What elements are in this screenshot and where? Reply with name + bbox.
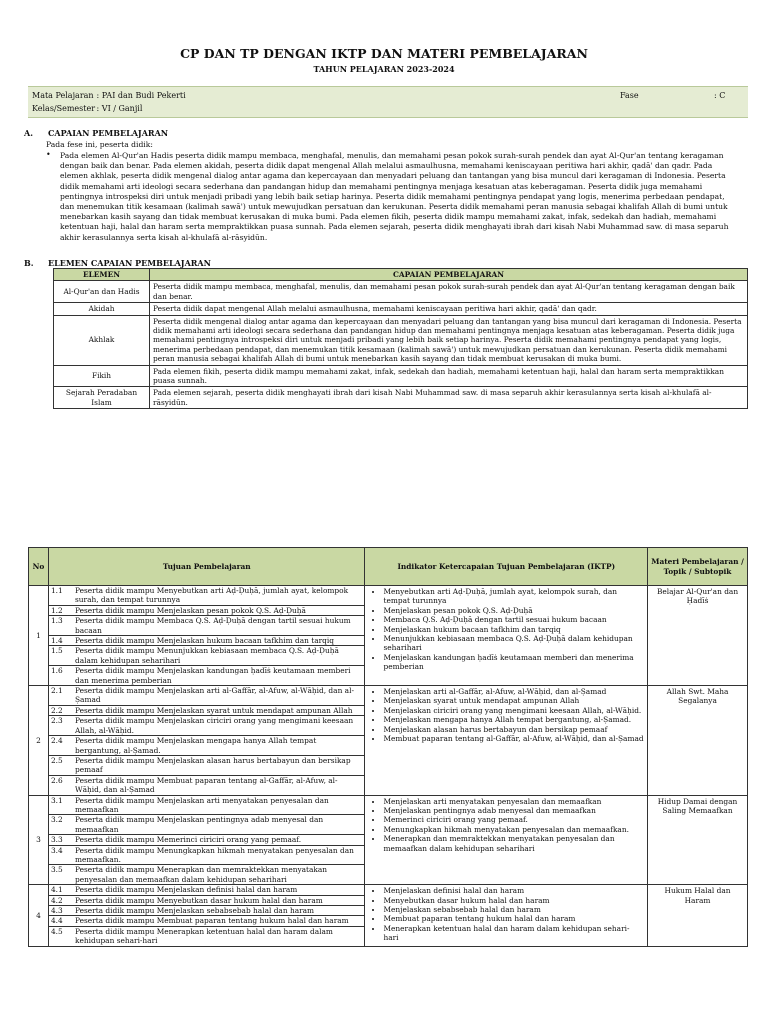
iktp-item: • Menjelaskan ciriciri orang yang mengimani keesaan Allah, al-Wāḥid. bbox=[383, 706, 644, 715]
tujuan-item bbox=[49, 706, 365, 716]
iktp-item: • Menjelaskan definisi halal dan haram bbox=[383, 886, 644, 895]
table-row bbox=[54, 387, 748, 409]
col-elemen: ELEMEN bbox=[54, 269, 150, 281]
iktp-list bbox=[368, 886, 644, 942]
table-row bbox=[54, 315, 748, 365]
iktp-item: • Membuat paparan tentang hukum halal dan haram bbox=[383, 914, 644, 923]
iktp-item: • Membuat paparan tentang al-Gaffār, al-Afuw, al-Wāḥid, dan al-Ṣamad bbox=[383, 734, 644, 743]
kelas-label: Kelas/Semester bbox=[32, 104, 96, 113]
iktp-item: • Menjelaskan syarat untuk mendapat ampunan Allah bbox=[383, 696, 644, 705]
tujuan-text: Peserta didik mampu Menjelaskan definisi halal dan haram bbox=[74, 885, 298, 895]
tujuan-number: 2.4 bbox=[50, 736, 63, 746]
tujuan-item bbox=[49, 666, 365, 685]
iktp-item: • Menyebutkan dasar hukum halal dan haram bbox=[383, 896, 644, 905]
materi-cell: Hidup Damai dengan Saling Memaafkan bbox=[648, 795, 748, 885]
kelas-value: : VI / Ganjil bbox=[96, 104, 143, 113]
iktp-item: • Menjelaskan hukum bacaan tafkhim dan tarqiq bbox=[383, 625, 644, 634]
tujuan-number: 1.4 bbox=[50, 636, 63, 646]
col-capaian: CAPAIAN PEMBELAJARAN bbox=[150, 269, 748, 281]
tujuan-number: 1.6 bbox=[50, 666, 63, 676]
col-materi: Materi Pembelajaran / Topik / Subtopik bbox=[648, 548, 748, 586]
mapel-label: Mata Pelajaran bbox=[32, 91, 94, 100]
document-title: CP DAN TP DENGAN IKTP DAN MATERI PEMBELAJARAN bbox=[180, 46, 588, 61]
tujuan-text: Peserta didik mampu Menyebutkan arti Aḍ-Ḍuḥā, jumlah ayat, kelompok surah, dan tempat turunnya bbox=[74, 586, 349, 605]
tujuan-text: Peserta didik mampu Menjelaskan syarat untuk mendapat ampunan Allah bbox=[74, 705, 353, 715]
tujuan-item bbox=[49, 896, 365, 906]
fase-value: : C bbox=[714, 91, 726, 100]
no-cell: 1 bbox=[29, 586, 49, 686]
iktp-item: • Menjelaskan mengapa hanya Allah tempat bergantung, al-Ṣamad. bbox=[383, 715, 644, 724]
iktp-item: • Menerapkan ketentuan halal dan haram dalam kehidupan sehari-hari bbox=[383, 924, 644, 943]
iktp-item: • Menjelaskan arti menyatakan penyesalan dan memaafkan bbox=[383, 797, 644, 806]
iktp-item: • Memerinci ciriciri orang yang pemaaf. bbox=[383, 815, 644, 824]
mapel-row bbox=[32, 91, 186, 100]
tujuan-text: Peserta didik mampu Menjelaskan kandungan ḥadīṡ keutamaan memberi dan menerima pemberian bbox=[74, 666, 351, 685]
tujuan-number: 4.1 bbox=[50, 885, 63, 895]
iktp-item: • Menunjukkan kebiasaan membaca Q.S. Aḍ-Ḍuḥā dalam kehidupan seharihari bbox=[383, 634, 644, 653]
tujuan-cell bbox=[48, 885, 365, 946]
tujuan-item bbox=[49, 586, 365, 606]
elemen-cell: Akidah bbox=[54, 303, 150, 315]
tujuan-item bbox=[49, 815, 365, 835]
no-cell: 4 bbox=[29, 885, 49, 946]
elemen-cell: Al-Qur'an dan Hadis bbox=[54, 281, 150, 303]
tujuan-text: Peserta didik mampu Menerapkan dan memraktekkan menyatakan penyesalan dan memaafkan dalam kehidupan seharihari bbox=[74, 865, 328, 884]
table-row bbox=[54, 303, 748, 315]
tujuan-text: Peserta didik mampu Menjelaskan arti menyatakan penyesalan dan memaafkan bbox=[74, 795, 329, 814]
tujuan-number: 4.4 bbox=[50, 916, 63, 926]
tujuan-text: Peserta didik mampu Menjelaskan arti al-Gaffār, al-Afuw, al-Wāḥid, dan al-Ṣamad bbox=[74, 686, 354, 705]
tujuan-number: 3.3 bbox=[50, 835, 63, 845]
tujuan-number: 1.2 bbox=[50, 605, 63, 615]
capaian-cell: Pada elemen sejarah, peserta didik menghayati ibrah dari kisah Nabi Muhammad saw. di masa separuh akhir kerasulannya serta kisah al-khulafā al-rāsyidūn. bbox=[150, 387, 748, 409]
tujuan-cell bbox=[48, 795, 365, 885]
bullet-icon: • bbox=[46, 150, 51, 159]
iktp-cell bbox=[365, 586, 648, 686]
iktp-cell bbox=[365, 885, 648, 946]
iktp-item: • Menjelaskan alasan harus bertabayun dan bersikap pemaaf bbox=[383, 725, 644, 734]
tujuan-text: Peserta didik mampu Membuat paparan tentang al-Gaffār, al-Afuw, al-Wāḥid, dan al-Ṣamad bbox=[74, 775, 338, 795]
capaian-cell: Peserta didik dapat mengenal Allah melalui asmaulhusna, memahami keniscayaan peritiwa hari akhir, qadā' dan qadr. bbox=[150, 303, 748, 315]
tujuan-item bbox=[49, 736, 365, 756]
tujuan-item bbox=[49, 865, 365, 884]
tujuan-item bbox=[49, 776, 365, 795]
table-row bbox=[29, 686, 748, 795]
iktp-item: • Menjelaskan arti al-Gaffār, al-Afuw, al-Wāḥid, dan al-Ṣamad bbox=[383, 687, 644, 696]
tujuan-text: Peserta didik mampu Menjelaskan alasan harus bertabayun dan bersikap pemaaf bbox=[74, 755, 351, 775]
col-tujuan: Tujuan Pembelajaran bbox=[48, 548, 365, 586]
tujuan-item bbox=[49, 616, 365, 636]
tujuan-text: Peserta didik mampu Membuat paparan tentang hukum halal dan haram bbox=[74, 916, 349, 926]
iktp-list bbox=[368, 797, 644, 853]
tujuan-number: 1.5 bbox=[50, 646, 63, 656]
tujuan-item bbox=[49, 686, 365, 706]
tujuan-number: 4.2 bbox=[50, 895, 63, 905]
elemen-cell: Fikih bbox=[54, 365, 150, 387]
section-b-title: ELEMEN CAPAIAN PEMBELAJARAN bbox=[48, 258, 211, 268]
table-row bbox=[29, 586, 748, 686]
table-row bbox=[29, 795, 748, 885]
section-b-number: B. bbox=[24, 258, 34, 268]
section-a-paragraph: Pada elemen Al-Qur'an Hadis peserta didik mampu membaca, menghafal, menulis, dan memahami pesan pokok surah-surah pendek dan ayat Al-Qur'an tentang keragaman dengan baik dan benar. Pada elemen akidah, peserta didik dapat mengenal Allah melalui asmaulhusna, memahami keniscayaan peritiwa hari akhir, qadā' dan qadr. Pada elemen akhlak, peserta didik mengenal dialog antar agama dan kepercayaan dan menyadari peluang dan tantangan yang bisa muncul dari keragaman di Indonesia. Peserta didik memahami arti ideologi secara sederhana dan pandangan hidup dan memahami pentingnya menjaga kesatuan atas keberagaman. Peserta didik juga memahami pentingnya introspeksi diri untuk menjadi pribadi yang lebih baik setiap harinya. Peserta didik memahami pentingnya pendapat yang logis, menerima perbedaan pendapat, dan menemukan titik kesamaan (kalimah sawā') untuk mewujudkan persatuan dan kerukunan. Peserta didik memahami peran manusia sebagai khalifah Allah di bumi untuk menebarkan kasih sayang dan tidak membuat kerusakan di muka bumi. Pada elemen fikih, peserta didik mampu memahami zakat, infak, sedekah dan hadiah, memahami ketentuan haji, halal dan haram serta mempraktikkan puasa sunnah. Pada elemen sejarah, peserta didik menghayati ibrah dari kisah Nabi Muhammad saw. di masa separuh akhir kerasulannya serta kisah al-khulafā al-rāsyidūn. bbox=[60, 151, 729, 242]
tp-table-header bbox=[29, 548, 748, 586]
col-no: No bbox=[29, 548, 49, 586]
tujuan-number: 4.3 bbox=[50, 906, 63, 915]
materi-cell: Belajar Al-Qur'an dan Ḥadīṡ bbox=[648, 586, 748, 686]
tujuan-number: 1.3 bbox=[50, 616, 63, 626]
tujuan-item bbox=[49, 636, 365, 646]
iktp-list bbox=[368, 687, 644, 743]
table-row bbox=[54, 281, 748, 303]
tujuan-item bbox=[49, 927, 365, 946]
tujuan-text: Peserta didik mampu Menjelaskan pesan pokok Q.S. Aḍ-Ḍuḥā bbox=[74, 605, 306, 615]
tujuan-item bbox=[49, 796, 365, 816]
tujuan-text: Peserta didik mampu Menunjukkan kebiasaan membaca Q.S. Aḍ-Ḍuḥā dalam kehidupan seharihari bbox=[74, 646, 339, 665]
tujuan-number: 1.1 bbox=[50, 586, 63, 595]
tujuan-text: Peserta didik mampu Memerinci ciriciri orang yang pemaaf. bbox=[74, 835, 302, 845]
tujuan-text: Peserta didik mampu Menerapkan ketentuan halal dan haram dalam kehidupan sehari-hari bbox=[74, 926, 333, 946]
capaian-cell: Pada elemen fikih, peserta didik mampu memahami zakat, infak, sedekah dan hadiah, memahami ketentuan haji, halal dan haram serta mempraktikkan puasa sunnah. bbox=[150, 365, 748, 387]
tp-table bbox=[28, 547, 748, 947]
iktp-item: • Menungkapkan hikmah menyatakan penyesalan dan memaafkan. bbox=[383, 825, 644, 834]
tujuan-cell bbox=[48, 586, 365, 686]
tujuan-item bbox=[49, 756, 365, 776]
table-row bbox=[54, 365, 748, 387]
document-subtitle: TAHUN PELAJARAN 2023-2024 bbox=[313, 64, 455, 74]
tujuan-item bbox=[49, 716, 365, 736]
tujuan-number: 2.2 bbox=[50, 705, 63, 715]
elemen-cell: Sejarah Peradaban Islam bbox=[54, 387, 150, 409]
tujuan-text: Peserta didik mampu Menungkapkan hikmah menyatakan penyesalan dan memaafkan. bbox=[74, 845, 354, 864]
tujuan-number: 3.1 bbox=[50, 795, 63, 805]
tujuan-number: 2.1 bbox=[50, 686, 63, 696]
section-a-title: CAPAIAN PEMBELAJARAN bbox=[48, 128, 169, 138]
tujuan-number: 2.3 bbox=[50, 716, 63, 726]
tujuan-text: Peserta didik mampu Menjelaskan pentingnya adab menyesal dan memaafkan bbox=[74, 815, 324, 834]
section-a-intro: Pada fese ini, peserta didik: bbox=[46, 140, 153, 149]
tujuan-item bbox=[49, 885, 365, 895]
iktp-item: • Menjelaskan pesan pokok Q.S. Aḍ-Ḍuḥā bbox=[383, 606, 644, 615]
iktp-cell bbox=[365, 795, 648, 885]
iktp-item: • Menyebutkan arti Aḍ-Ḍuḥā, jumlah ayat, kelompok surah, dan tempat turunnya bbox=[383, 587, 644, 606]
tujuan-item bbox=[49, 846, 365, 866]
elemen-table-header bbox=[54, 269, 748, 281]
mapel-value: : PAI dan Budi Pekerti bbox=[96, 91, 186, 100]
elemen-cell: Akhlak bbox=[54, 315, 150, 365]
iktp-item: • Membaca Q.S. Aḍ-Ḍuḥā dengan tartil sesuai hukum bacaan bbox=[383, 615, 644, 624]
tujuan-number: 2.6 bbox=[50, 775, 63, 785]
iktp-item: • Menjelaskan sebabsebab halal dan haram bbox=[383, 905, 644, 914]
no-cell: 3 bbox=[29, 795, 49, 885]
tujuan-item bbox=[49, 646, 365, 666]
tujuan-text: Peserta didik mampu Menyebutkan dasar hukum halal dan haram bbox=[74, 895, 323, 905]
tujuan-text: Peserta didik mampu Menjelaskan ciriciri orang yang mengimani keesaan Allah, al-Wāḥid. bbox=[74, 716, 354, 735]
no-cell: 2 bbox=[29, 686, 49, 795]
tujuan-text: Peserta didik mampu Menjelaskan mengapa hanya Allah tempat bergantung, al-Ṣamad. bbox=[74, 736, 317, 755]
iktp-cell bbox=[365, 686, 648, 795]
tujuan-number: 4.5 bbox=[50, 926, 63, 936]
tujuan-text: Peserta didik mampu Menjelaskan hukum bacaan tafkhim dan tarqiq bbox=[74, 636, 334, 646]
materi-cell: Allah Swt. Maha Segalanya bbox=[648, 686, 748, 795]
tujuan-item bbox=[49, 916, 365, 926]
materi-cell: Hukum Halal dan Haram bbox=[648, 885, 748, 946]
tujuan-number: 3.4 bbox=[50, 845, 63, 855]
iktp-item: • Menerapkan dan memraktekkan menyatakan penyesalan dan memaafkan dalam kehidupan seharihari bbox=[383, 834, 644, 853]
iktp-item: • Menjelaskan pentingnya adab menyesal dan memaafkan bbox=[383, 806, 644, 815]
elemen-table bbox=[53, 268, 748, 409]
tujuan-number: 2.5 bbox=[50, 755, 63, 765]
tujuan-text: Peserta didik mampu Menjelaskan sebabsebab halal dan haram bbox=[74, 906, 315, 915]
table-row bbox=[29, 885, 748, 946]
tujuan-number: 3.5 bbox=[50, 865, 63, 875]
kelas-row bbox=[32, 104, 142, 113]
section-a-number: A. bbox=[24, 128, 33, 138]
fase-label: Fase bbox=[620, 91, 639, 100]
info-box bbox=[28, 86, 748, 118]
iktp-item: • Menjelaskan kandungan ḥadīṡ keutamaan memberi dan menerima pemberian bbox=[383, 653, 644, 672]
tujuan-item bbox=[49, 835, 365, 845]
tujuan-number: 3.2 bbox=[50, 815, 63, 825]
capaian-cell: Peserta didik mengenal dialog antar agama dan kepercayaan dan menyadari peluang dan tantangan yang bisa muncul dari keragaman di Indonesia. Peserta didik memahami arti ideologi secara sederhana dan pandangan hidup dan memahami pentingnya menjaga kesatuan atas keberagaman. Peserta didik juga memahami pentingnya introspeksi diri untuk menjadi pribadi yang lebih baik setiap harinya. Peserta didik memahami pentingnya pendapat yang logis, menerima perbedaan pendapat, dan menemukan titik kesamaan (kalimah sawā') untuk mewujudkan persatuan dan kerukunan. Peserta didik memahami peran manusia sebagai khalifah Allah di bumi untuk menebarkan kasih sayang dan tidak membuat kerusakan di muka bumi. bbox=[150, 315, 748, 365]
tujuan-cell bbox=[48, 686, 365, 795]
tujuan-item bbox=[49, 906, 365, 916]
capaian-cell: Peserta didik mampu membaca, menghafal, menulis, dan memahami pesan pokok surah-surah pendek dan ayat Al-Qur'an tentang keragaman dengan baik dan benar. bbox=[150, 281, 748, 303]
tujuan-text: Peserta didik mampu Membaca Q.S. Aḍ-Ḍuḥā dengan tartil sesuai hukum bacaan bbox=[74, 616, 351, 635]
tujuan-item bbox=[49, 606, 365, 616]
iktp-list bbox=[368, 587, 644, 672]
col-iktp: Indikator Ketercapaian Tujuan Pembelajaran (IKTP) bbox=[365, 548, 648, 586]
